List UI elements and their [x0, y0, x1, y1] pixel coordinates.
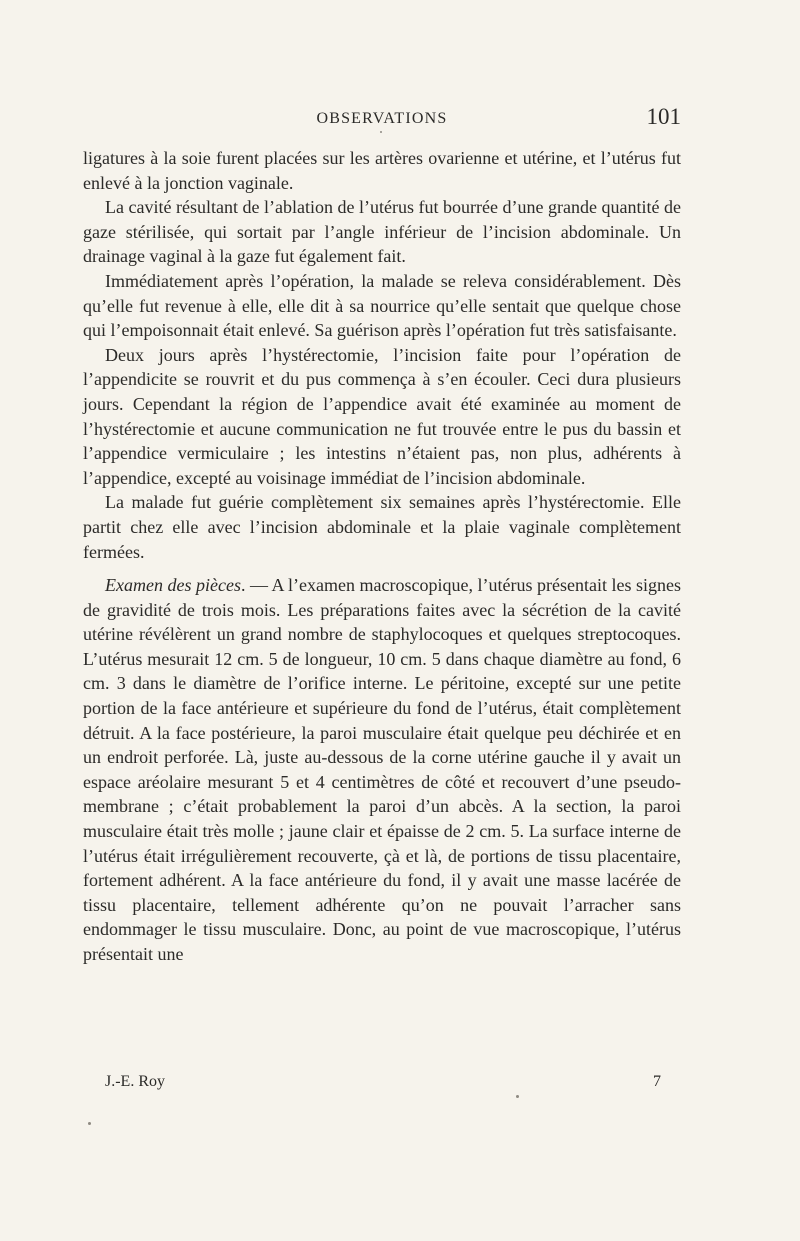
paragraph-appendicitis: Deux jours après l’hystérectomie, l’incision faite pour l’opération de l’appendicite se rouvrit et du pus commença à s’en écouler. Ceci dura plusieurs jours. Cependant la région de l’appendice avait été examinée au moment de l’hystérectomie et aucune communication ne fut trouvée entre le pus du bassin et l’appendice vermiculaire ; les intestins n’étaient pas, non plus, adhérents à l’appendice, excepté au voisinage immédiat de l’incision abdominale.	[83, 344, 681, 488]
paragraph-continuation: ligatures à la soie furent placées sur les artères ovarienne et utérine, et l’utérus fut enlevé à la jonction vaginale.	[83, 148, 681, 193]
page-number: 101	[646, 104, 681, 129]
body-text	[83, 146, 681, 967]
running-title: OBSERVATIONS	[316, 110, 448, 127]
paper-speck	[516, 1095, 519, 1098]
signature-number: 7	[653, 1073, 661, 1090]
paragraph-healed: La malade fut guérie complètement six semaines après l’hystérectomie. Elle partit chez elle avec l’incision abdominale et la plaie vaginale complètement fermées.	[83, 492, 681, 562]
paragraph-examination	[83, 573, 681, 967]
running-head	[83, 104, 681, 134]
signature-mark: J.-E. Roy	[105, 1073, 165, 1090]
section-text: . — A l’examen macroscopique, l’utérus présentait les signes de gravidité de trois mois. Les préparations faites avec la sécrétion de la cavité utérine révélèrent un grand nombre de staphylocoques et quelques streptocoques. L’utérus mesurait 12 cm. 5 de longueur, 10 cm. 5 dans chaque diamètre au fond, 6 cm. 3 dans le diamètre de l’orifice interne. Le péritoine, excepté sur une petite portion de la face antérieure et supérieure du fond de l’utérus, était complètement détruit. A la face postérieure, la paroi musculaire était quelque peu déchirée et en un endroit perforée. Là, juste au-dessous de la corne utérine gauche il y avait un espace aréolaire mesurant 5 et 4 centimètres de côté et recouvert d’une pseudo-membrane ; c’était probablement la paroi d’un abcès. A la section, la paroi musculaire était très molle ; jaune clair et épaisse de 2 cm. 5. La surface interne de l’utérus était irrégulièrement recouverte, çà et là, de portions de tissu placentaire, fortement adhérent. A la face antérieure du fond, il y avait une masse lacérée de tissu placentaire, tellement adhérente qu’on ne pouvait l’arracher sans endommager le tissu musculaire. Donc, au point de vue macroscopique, l’utérus présentait une	[83, 575, 681, 964]
paper-speck	[380, 131, 382, 133]
paragraph-cavity: La cavité résultant de l’ablation de l’utérus fut bourrée d’une grande quantité de gaze stérilisée, qui sortait par l’angle inférieur de l’incision abdominale. Un drainage vaginal à la gaze fut également fait.	[83, 197, 681, 267]
paper-speck	[88, 1122, 91, 1125]
paragraph-recovery: Immédiatement après l’opération, la malade se releva considérablement. Dès qu’elle fut revenue à elle, elle dit à sa nourrice qu’elle sentait que quelque chose qui l’empoisonnait était enlevé. Sa guérison après l’opération fut très satisfaisante.	[83, 270, 681, 341]
page-footer	[105, 1073, 661, 1097]
section-lead: Examen des pièces	[105, 575, 241, 596]
